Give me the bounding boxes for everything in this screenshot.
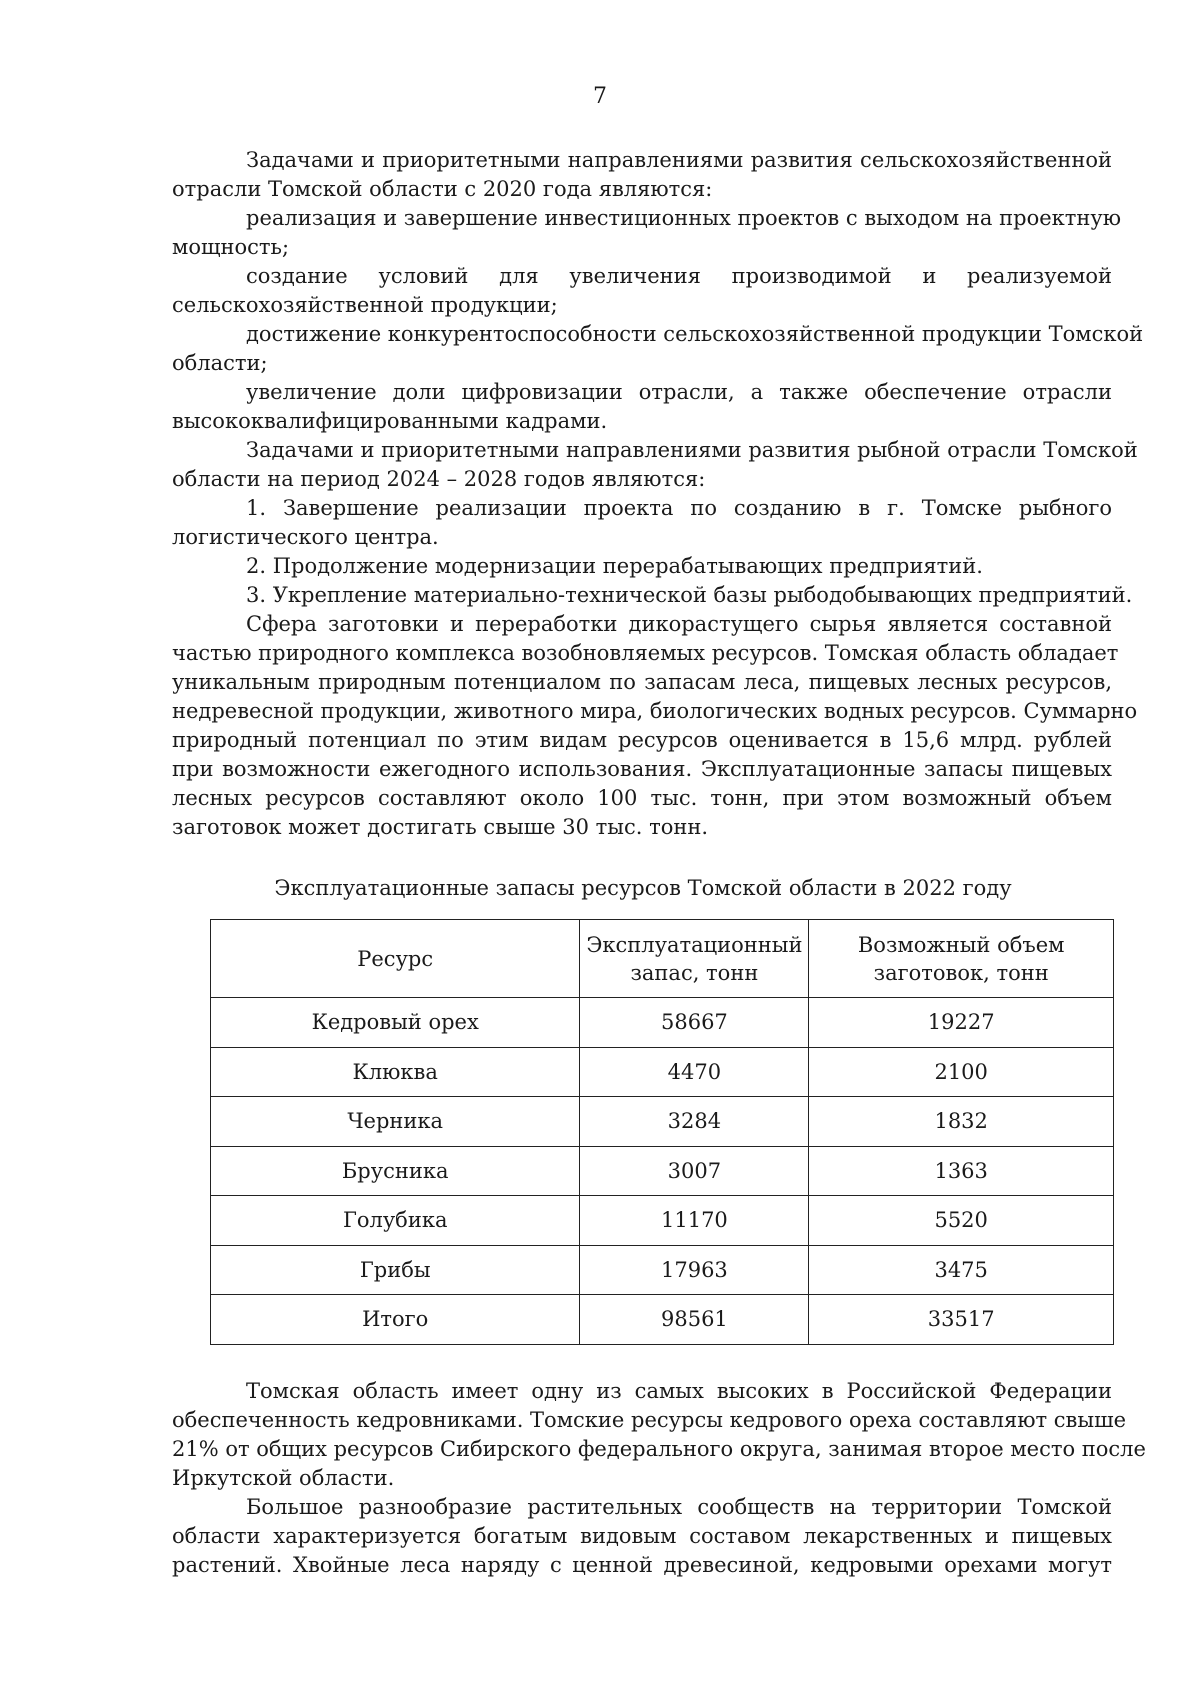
cell-resource: Брусника [211, 1146, 580, 1196]
cell-reserve: 58667 [580, 998, 809, 1048]
text-line: увеличение доли цифровизации отрасли, а также обеспечение отрасли [246, 380, 1112, 404]
table-row [211, 1295, 1114, 1345]
text-line: лесных ресурсов составляют около 100 тыс. тонн, при этом возможный объем [172, 786, 1112, 810]
cell-resource: Кедровый орех [211, 998, 580, 1048]
text-line: области на период 2024 – 2028 годов являются: [172, 467, 706, 491]
table-row [211, 998, 1114, 1048]
text-line: достижение конкурентоспособности сельскохозяйственной продукции Томской [246, 322, 1144, 346]
text-line: Иркутской области. [172, 1466, 395, 1490]
cell-reserve: 98561 [580, 1295, 809, 1345]
text-line: высококвалифицированными кадрами. [172, 409, 608, 433]
cell-reserve: 4470 [580, 1047, 809, 1097]
text-line: мощность; [172, 235, 290, 259]
text-line: 1. Завершение реализации проекта по созданию в г. Томске рыбного [246, 496, 1112, 520]
table-row [211, 1047, 1114, 1097]
page-number: 7 [593, 84, 607, 109]
cell-reserve: 17963 [580, 1245, 809, 1295]
text-line: частью природного комплекса возобновляемых ресурсов. Томская область обладает [172, 641, 1119, 665]
text-line: Томская область имеет одну из самых высоких в Российской Федерации [246, 1379, 1112, 1403]
text-line: сельскохозяйственной продукции; [172, 293, 558, 317]
cell-harvest: 19227 [809, 998, 1114, 1048]
text-line: Сфера заготовки и переработки дикорастущего сырья является составной [246, 612, 1112, 636]
table-row [211, 1146, 1114, 1196]
text-line: создание условий для увеличения производимой и реализуемой [246, 264, 1112, 288]
cell-reserve: 3284 [580, 1097, 809, 1147]
text-line: отрасли Томской области с 2020 года являются: [172, 177, 713, 201]
cell-resource: Клюква [211, 1047, 580, 1097]
table-row [211, 1196, 1114, 1246]
table-caption: Эксплуатационные запасы ресурсов Томской области в 2022 году [274, 876, 1012, 900]
text-line: области; [172, 351, 268, 375]
text-line: растений. Хвойные леса наряду с ценной древесиной, кедровыми орехами могут [172, 1553, 1112, 1577]
cell-harvest: 2100 [809, 1047, 1114, 1097]
text-line: обеспеченность кедровниками. Томские ресурсы кедрового ореха составляют свыше [172, 1408, 1127, 1432]
text-line: логистического центра. [172, 525, 439, 549]
text-line: природный потенциал по этим видам ресурсов оценивается в 15,6 млрд. рублей [172, 728, 1112, 752]
text-line: Большое разнообразие растительных сообществ на территории Томской [246, 1495, 1112, 1519]
cell-resource: Грибы [211, 1245, 580, 1295]
cell-harvest: 1832 [809, 1097, 1114, 1147]
cell-resource: Черника [211, 1097, 580, 1147]
cell-resource: Итого [211, 1295, 580, 1345]
cell-reserve: 3007 [580, 1146, 809, 1196]
text-line: Задачами и приоритетными направлениями развития рыбной отрасли Томской [246, 438, 1138, 462]
table-row [211, 1245, 1114, 1295]
cell-harvest: 3475 [809, 1245, 1114, 1295]
text-line: реализация и завершение инвестиционных проектов с выходом на проектную [246, 206, 1122, 230]
text-line: Задачами и приоритетными направлениями развития сельскохозяйственной [246, 148, 1112, 172]
cell-harvest: 1363 [809, 1146, 1114, 1196]
cell-resource: Голубика [211, 1196, 580, 1246]
text-line: 3. Укрепление материально-технической базы рыбодобывающих предприятий. [246, 583, 1133, 607]
table-row [211, 1097, 1114, 1147]
text-line: заготовок может достигать свыше 30 тыс. тонн. [172, 815, 709, 839]
text-line: 21% от общих ресурсов Сибирского федерального округа, занимая второе место после [172, 1437, 1146, 1461]
table-header-row [211, 920, 1114, 998]
cell-reserve: 11170 [580, 1196, 809, 1246]
header-resource: Ресурс [211, 920, 580, 998]
cell-harvest: 5520 [809, 1196, 1114, 1246]
text-line: области характеризуется богатым видовым составом лекарственных и пищевых [172, 1524, 1112, 1548]
text-line: 2. Продолжение модернизации перерабатывающих предприятий. [246, 554, 983, 578]
text-line: недревесной продукции, животного мира, биологических водных ресурсов. Суммарно [172, 699, 1138, 723]
cell-harvest: 33517 [809, 1295, 1114, 1345]
text-line: уникальным природным потенциалом по запасам леса, пищевых лесных ресурсов, [172, 670, 1112, 694]
header-harvest: Возможный объем заготовок, тонн [809, 920, 1114, 998]
text-line: при возможности ежегодного использования. Эксплуатационные запасы пищевых [172, 757, 1112, 781]
header-reserve: Эксплуатационный запас, тонн [580, 920, 809, 998]
resources-table [210, 919, 1114, 1345]
